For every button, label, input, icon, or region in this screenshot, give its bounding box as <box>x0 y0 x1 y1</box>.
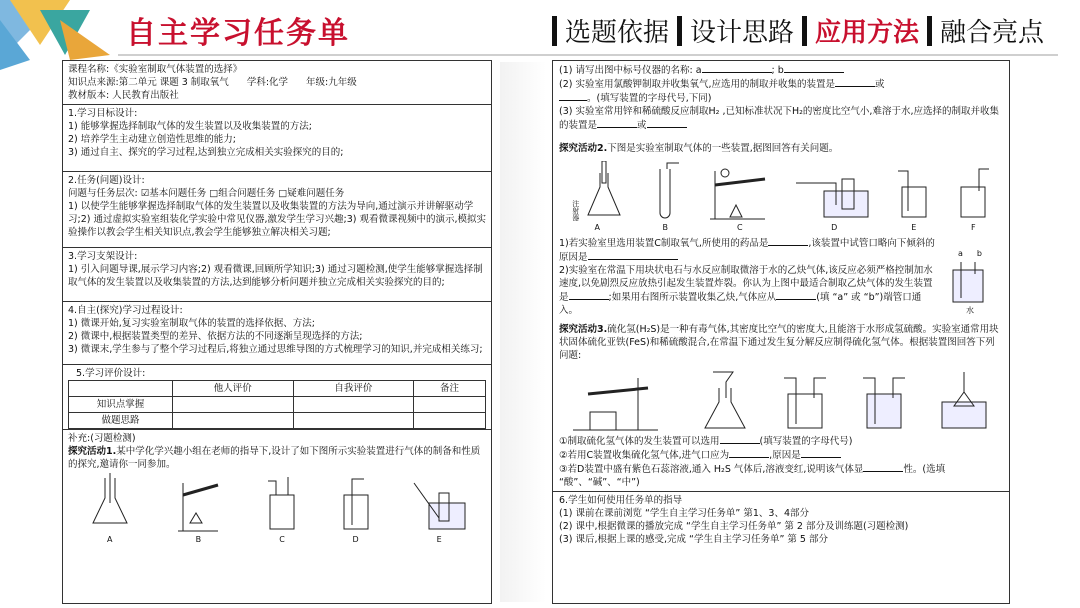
goal-item: 1) 能够掌握选择制取气体的发生装置以及收集装置的方法; <box>68 121 312 132</box>
activity-3-text: 硫化氢(H₂S)是一种有毒气体,其密度比空气的密度大,且能溶于水形成氢硫酸。实验室通常用块状固体硫化亚铁(FeS)和稀硫酸混合,在常温下通过发生复分解反应制得硫化氢气体。根据装置图回答下列问题: <box>559 324 999 361</box>
table-row <box>69 413 486 429</box>
nav-item-highlights[interactable]: 融合亮点 <box>939 18 1044 48</box>
activity-2-text: 下图是实验室制取气体的一些装置,据图回答有关问题。 <box>607 143 839 154</box>
question-text: ②若用C装置收集硫化氢气体,进气口应为 <box>559 450 730 461</box>
table-row-label: 做题思路 <box>69 413 173 429</box>
figure-label: C <box>279 535 285 544</box>
port-label-a: a <box>958 249 963 258</box>
subject: 学科:化学 <box>246 77 289 88</box>
flask-icon <box>85 473 135 533</box>
apparatus-figures <box>68 471 486 548</box>
test-tube-icon <box>645 161 685 221</box>
port-label-b: b <box>976 249 982 258</box>
process-item: 3) 微课末,学生参与了整个学习过程后,将独立通过思维导图的方式梳理学习的知识,并完成相关练习; <box>68 344 483 355</box>
apparatus-figure <box>645 161 685 234</box>
answer-blank[interactable] <box>801 448 841 458</box>
figure-label: E <box>436 535 442 544</box>
section-heading: 1.学习目标设计: <box>68 108 138 119</box>
goals-section <box>63 105 491 172</box>
answer-blank[interactable] <box>647 118 687 128</box>
goal-item: 2) 培养学生主动建立创造性思维的能力; <box>68 134 236 145</box>
table-row <box>69 397 486 413</box>
gas-bottle-icon <box>336 473 376 533</box>
answer-blank[interactable] <box>597 118 637 128</box>
washing-bottle-icon <box>945 260 995 304</box>
question-text: 或 <box>637 120 647 131</box>
process-section <box>63 302 491 365</box>
gas-bottle-icon <box>855 368 915 432</box>
table-header-row <box>69 381 486 397</box>
task-types: 问题与任务层次: ☑基本问题任务 □组合问题任务 □疑难问题任务 <box>68 188 345 199</box>
table-header-cell: 他人评价 <box>173 381 294 397</box>
table-header-cell <box>69 381 173 397</box>
apparatus-figure <box>705 161 775 234</box>
evaluation-table <box>68 380 486 429</box>
answer-blank[interactable] <box>776 290 816 300</box>
header-divider <box>118 54 1058 56</box>
usage-item: (2) 课中,根据微课的播放完成 “学生自主学习任务单” 第 2 部分及训练题(习题检测) <box>559 521 909 532</box>
gas-bottle-icon <box>776 368 836 432</box>
question-text: 1)若实验室里选用装置C制取氧气,所使用的药品是 <box>559 238 769 249</box>
syringe-label: 注射器 <box>571 200 580 221</box>
apparatus-figure <box>336 473 376 546</box>
table-row-label: 知识点掌握 <box>69 397 173 413</box>
task-body: 1) 以使学生能够掌握选择制取气体的发生装置以及收集装置的方法为导向,通过演示并讲解驱动学习;2) 通过虚拟实验室组装化学实验中常见仪器,激发学生学习兴趣;3) 观看微课视频中的演示,模拟实验操作以教会学生相关知识点,教会学生能够独立解决相关习题; <box>68 201 486 238</box>
supplement-label: 补充:(习题检测) <box>68 433 136 444</box>
apparatus-figure <box>262 473 302 546</box>
section-heading: 5.学习评价设计: <box>76 368 146 379</box>
answer-blank[interactable] <box>729 448 769 458</box>
apparatus-figure <box>894 161 934 234</box>
water-trough-icon <box>409 473 469 533</box>
page-gap <box>500 62 546 602</box>
heating-stand-icon <box>568 368 678 432</box>
question-text: 性。(选填 “酸”、“碱”、“中”) <box>559 464 946 488</box>
test-tube-stand-icon <box>168 473 228 533</box>
table-cell[interactable] <box>414 397 486 413</box>
answer-blank[interactable] <box>835 77 875 87</box>
figure-label: D <box>352 535 359 544</box>
support-section <box>63 248 491 302</box>
figure-label: F <box>970 223 976 232</box>
apparatus-figures-3 <box>559 366 1003 434</box>
task-sheet-page-left <box>62 60 492 604</box>
question-text: ,该装置中试管口略向下倾斜的原因是 <box>559 238 935 263</box>
apparatus-figure <box>569 161 626 234</box>
water-label: 水 <box>966 306 974 315</box>
gas-jar-icon <box>894 161 934 221</box>
question-text: (2) 实验室用氯酸钾制取并收集氧气,应选用的制取并收集的装置是 <box>559 79 835 90</box>
activity-1-text: 某中学化学兴趣小组在老师的指导下,设计了如下图所示实验装置进行气体的制备和性质的探究,邀请你一同参加。 <box>68 446 481 470</box>
nav-item-design[interactable]: 设计思路 <box>689 18 794 48</box>
activity-1 <box>63 430 491 550</box>
task-section <box>63 172 491 248</box>
apparatus-figure <box>85 473 135 546</box>
figure-label: A <box>594 223 600 232</box>
heating-apparatus-icon <box>705 161 775 221</box>
gas-bottle-icon <box>262 473 302 533</box>
question-text: ①制取硫化氢气体的发生装置可以选用 <box>559 436 720 447</box>
question-text: 。(填写装置的字母代号,下同) <box>587 93 712 104</box>
beaker-funnel-icon <box>934 368 994 432</box>
figure-label: E <box>911 223 917 232</box>
nav-separator <box>927 16 932 46</box>
section-heading: 4.自主(探究)学习过程设计: <box>68 305 183 316</box>
question-text: ,原因是 <box>769 450 801 461</box>
knowledge-source: 知识点来源:第二单元 课题 3 制取氧气 <box>68 77 229 88</box>
nav-separator <box>677 16 682 46</box>
question-text: ③若D装置中盛有紫色石蕊溶液,通入 H₂S 气体后,溶液变红,说明该气体显 <box>559 464 864 475</box>
evaluation-section <box>63 365 491 430</box>
question-text: (3) 实验室常用锌和稀硫酸反应制取H₂ ,已知标准状况下H₂的密度比空气小,难溶于水,应选择的制取并收集的装置是 <box>559 106 999 131</box>
figure-label: B <box>195 535 202 544</box>
figure-label: A <box>107 535 113 544</box>
activity-1-questions <box>553 61 1009 492</box>
slide-header <box>0 0 1080 58</box>
process-item: 2) 微课中,根据装置类型的差异、依据方法的不同逐渐呈现选择的方法; <box>68 331 363 342</box>
nav-separator <box>552 16 557 46</box>
section-heading: 6.学生如何使用任务单的指导 <box>559 495 683 506</box>
course-info <box>63 61 491 105</box>
table-cell[interactable] <box>414 413 486 429</box>
question-text: (填 “a” 或 “b”)端管口通入。 <box>559 292 922 316</box>
figure-label: C <box>736 223 743 232</box>
figure-label: D <box>831 223 838 232</box>
answer-blank[interactable] <box>768 236 808 246</box>
process-item: 1) 微课开始,复习实验室制取气体的装置的选择依据、方法; <box>68 318 315 329</box>
answer-blank[interactable] <box>702 63 772 73</box>
nav-item-method[interactable]: 应用方法 <box>814 18 919 48</box>
task-sheet-page-right <box>552 60 1010 604</box>
apparatus-figure <box>953 161 993 234</box>
support-body: 1) 引入问题导课,展示学习内容;2) 观看微课,回顾所学知识;3) 通过习题检测,使学生能够掌握选择制取气体的发生装置以及收集装置的方法,达到能够分析问题并独立完成相关实验探究的目的; <box>68 264 483 288</box>
nav-separator <box>802 16 807 46</box>
answer-blank[interactable] <box>784 63 844 73</box>
usage-guide <box>553 492 1009 548</box>
apparatus-figure <box>168 473 228 546</box>
activity-2-label: 探究活动2. <box>559 143 608 154</box>
gas-jar-icon <box>953 161 993 221</box>
section-nav <box>544 12 1044 49</box>
usage-item: (1) 课前在课前浏览 “学生自主学习任务单” 第1、3、4部分 <box>559 508 809 519</box>
water-collection-icon <box>794 161 874 221</box>
table-cell[interactable] <box>173 397 294 413</box>
table-cell[interactable] <box>293 413 414 429</box>
table-header-cell: 自我评价 <box>293 381 414 397</box>
section-heading: 2.任务(问题)设计: <box>68 175 145 186</box>
activity-3-label: 探究活动3. <box>559 324 608 335</box>
table-cell[interactable] <box>293 397 414 413</box>
course-name: 课程名称:《实验室制取气体装置的选择》 <box>68 64 243 75</box>
answer-blank[interactable] <box>720 434 760 444</box>
question-text: 或 <box>875 79 885 90</box>
apparatus-figure <box>794 161 874 234</box>
answer-blank[interactable] <box>569 290 609 300</box>
slide-title: 自主学习任务单 <box>126 16 350 51</box>
question-text: (填写装置的字母代号) <box>759 436 853 447</box>
grade: 年级:九年级 <box>306 77 357 88</box>
usage-item: (3) 课后,根据上课的感受,完成 “学生自主学习任务单” 第 5 部分 <box>559 534 828 545</box>
answer-blank[interactable] <box>863 462 903 472</box>
table-cell[interactable] <box>173 413 294 429</box>
question-text: ;如果用右图所示装置收集乙炔,气体应从 <box>608 292 777 303</box>
nav-item-basis[interactable]: 选题依据 <box>564 18 669 48</box>
funnel-flask-icon <box>697 368 757 432</box>
question-text: 2)实验室在常温下用块状电石与水反应制取微溶于水的乙炔气体,该反应必须严格控制加水速度,以免剧烈反应放热引起发生装置炸裂。你认为上图中最适合制取乙炔气体的发生装置是 <box>559 265 933 303</box>
activity-1-label: 探究活动1. <box>68 446 117 457</box>
section-heading: 3.学习支架设计: <box>68 251 138 262</box>
apparatus-figures-2 <box>559 159 1003 236</box>
flask-syringe-icon <box>582 161 626 221</box>
question-text: (1) 请写出图中标号仪器的名称: a <box>559 65 702 76</box>
goal-item: 3) 通过自主、探究的学习过程,达到独立完成相关实验探究的目的; <box>68 147 344 158</box>
answer-blank[interactable] <box>588 250 678 260</box>
textbook-version: 教材版本: 人民教育出版社 <box>68 90 179 101</box>
collection-bottle-figure <box>937 236 1003 317</box>
table-header-cell: 备注 <box>414 381 486 397</box>
answer-blank[interactable] <box>559 91 587 101</box>
question-text: ; b <box>771 65 784 76</box>
apparatus-figure <box>409 473 469 546</box>
figure-label: B <box>662 223 668 232</box>
